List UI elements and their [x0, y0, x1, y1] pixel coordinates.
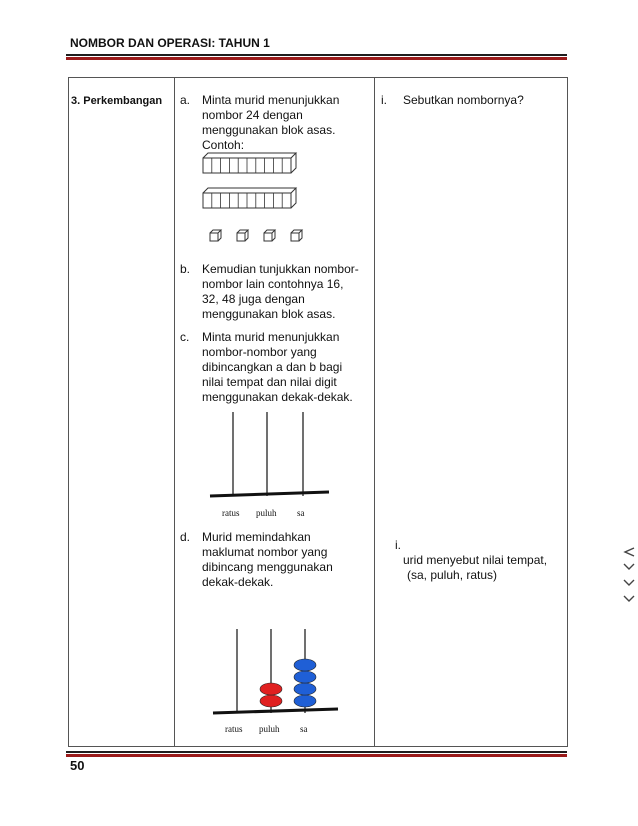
- step-line: Minta murid menunjukkan: [202, 330, 340, 344]
- assessment-line: urid menyebut nilai tempat,: [403, 553, 548, 567]
- step-letter: a.: [180, 93, 191, 107]
- step-line: dibincangkan a dan b bagi: [202, 360, 343, 374]
- assessment-marker: i.: [395, 538, 401, 552]
- assessment-line: (sa, puluh, ratus): [407, 568, 498, 582]
- abacus-with-beads: [208, 625, 343, 720]
- step-line: nilai tempat dan nilai digit: [202, 375, 337, 389]
- header-rule: [66, 54, 567, 60]
- step-line: nombor 24 dengan: [202, 108, 303, 122]
- unit-cube: [291, 230, 302, 241]
- abacus-base: [213, 709, 338, 713]
- abacus-bead-sa: [294, 683, 316, 695]
- abacus-label-ratus: ratus: [222, 508, 240, 518]
- column-divider: [174, 78, 175, 746]
- step-body: [202, 93, 339, 153]
- abacus-label-sa: sa: [297, 508, 305, 518]
- step-line: menggunakan dekak-dekak.: [202, 390, 353, 404]
- tens-rod: [203, 188, 296, 208]
- step-letter: d.: [180, 530, 191, 544]
- step-line: Contoh:: [202, 138, 245, 152]
- abacus-label-puluh: puluh: [256, 508, 277, 518]
- step-line: nombor-nombor yang: [202, 345, 317, 359]
- abacus-bead-puluh: [260, 695, 282, 707]
- abacus-label-ratus: ratus: [225, 724, 243, 734]
- step-line: Kemudian tunjukkan nombor-: [202, 262, 359, 276]
- base-ten-blocks: [200, 150, 310, 245]
- step-line: 32, 48 juga dengan: [202, 292, 305, 306]
- step-line: maklumat nombor yang: [202, 545, 328, 559]
- abacus-label-sa: sa: [300, 724, 308, 734]
- abacus-empty: [205, 410, 335, 500]
- step-body: [202, 262, 359, 322]
- step-line: dekak-dekak.: [202, 575, 274, 589]
- column-divider: [374, 78, 375, 746]
- abacus-bead-sa: [294, 671, 316, 683]
- abacus-bead-puluh: [260, 683, 282, 695]
- assessment-text: [403, 553, 547, 583]
- step-line: menggunakan blok asas.: [202, 307, 336, 321]
- tens-rod: [203, 153, 296, 173]
- step-line: Minta murid menunjukkan: [202, 93, 340, 107]
- step-body: [202, 530, 333, 590]
- step-line: menggunakan blok asas.: [202, 123, 336, 137]
- step-line: Murid memindahkan: [202, 530, 311, 544]
- abacus-beads: [260, 659, 316, 707]
- assessment-text: [403, 93, 524, 108]
- step-line: nombor lain contohnya 16,: [202, 277, 344, 291]
- assessment-line: Sebutkan nombornya?: [403, 93, 524, 107]
- page-header-title: NOMBOR DAN OPERASI: TAHUN 1: [70, 36, 270, 50]
- section-label: 3. Perkembangan: [71, 95, 163, 107]
- unit-cube: [237, 230, 248, 241]
- unit-cube: [210, 230, 221, 241]
- abacus-label-puluh: puluh: [259, 724, 280, 734]
- footer-rule: [66, 751, 567, 757]
- step-letter: b.: [180, 262, 191, 276]
- page-number: 50: [70, 758, 85, 773]
- step-body: [202, 330, 353, 405]
- abacus-base: [210, 492, 329, 496]
- unit-cube: [264, 230, 275, 241]
- margin-checkmark-icons: [622, 546, 636, 608]
- step-letter: c.: [180, 330, 190, 344]
- abacus-bead-sa: [294, 695, 316, 707]
- assessment-marker: i.: [381, 93, 387, 107]
- abacus-bead-sa: [294, 659, 316, 671]
- step-line: dibincang menggunakan: [202, 560, 333, 574]
